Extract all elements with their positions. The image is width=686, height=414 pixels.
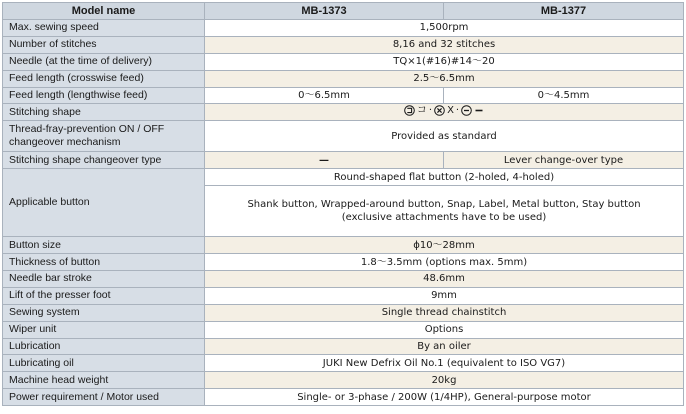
row-shape-changeover xyxy=(3,152,684,169)
spec-table-container xyxy=(2,2,683,406)
row-needle-bar xyxy=(3,271,684,288)
label-applicable-button: Applicable button xyxy=(3,169,205,237)
value-feed-length-b: 0～4.5mm xyxy=(444,87,684,104)
circled-line-icon xyxy=(461,105,472,116)
value-thread-fray: Provided as standard xyxy=(205,121,684,152)
label-needle: Needle (at the time of delivery) xyxy=(3,53,205,70)
row-power xyxy=(3,389,684,406)
value-feed-length-a: 0～6.5mm xyxy=(205,87,444,104)
label-thickness: Thickness of button xyxy=(3,254,205,271)
value-needle: TQ×1(#16)#14～20 xyxy=(205,53,684,70)
row-applicable-button-1 xyxy=(3,169,684,186)
value-max-speed: 1,500rpm xyxy=(205,20,684,37)
spec-table xyxy=(2,2,684,406)
value-applicable-button-2-line1: Shank button, Wrapped-around button, Snap, Label, Metal button, Stay button xyxy=(247,199,641,211)
row-feed-cross xyxy=(3,70,684,87)
label-num-stitches: Number of stitches xyxy=(3,36,205,53)
value-shape-changeover-a: — xyxy=(205,152,444,169)
label-feed-length: Feed length (lengthwise feed) xyxy=(3,87,205,104)
label-feed-cross: Feed length (crosswise feed) xyxy=(3,70,205,87)
row-button-size xyxy=(3,237,684,254)
row-stitching-shape xyxy=(3,104,684,121)
value-needle-bar: 48.6mm xyxy=(205,271,684,288)
value-lub-oil: JUKI New Defrix Oil No.1 (equivalent to ISO VG7) xyxy=(205,355,684,372)
label-stitching-shape: Stitching shape xyxy=(3,104,205,121)
value-stitching-shape xyxy=(205,104,684,121)
label-presser-lift: Lift of the presser foot xyxy=(3,287,205,304)
label-shape-changeover: Stitching shape changeover type xyxy=(3,152,205,169)
row-lubrication xyxy=(3,338,684,355)
label-lub-oil: Lubricating oil xyxy=(3,355,205,372)
label-wiper: Wiper unit xyxy=(3,321,205,338)
label-lubrication: Lubrication xyxy=(3,338,205,355)
label-head-weight: Machine head weight xyxy=(3,372,205,389)
row-wiper xyxy=(3,321,684,338)
value-wiper: Options xyxy=(205,321,684,338)
dot-separator-2: · xyxy=(455,105,460,117)
value-feed-cross: 2.5～6.5mm xyxy=(205,70,684,87)
row-num-stitches xyxy=(3,36,684,53)
stitching-shape-icons xyxy=(404,104,484,117)
value-power: Single- or 3-phase / 200W (1/4HP), General-purpose motor xyxy=(205,389,684,406)
header-model-a: MB-1373 xyxy=(205,3,444,20)
row-feed-length xyxy=(3,87,684,104)
value-button-size: ϕ10～28mm xyxy=(205,237,684,254)
dot-separator: · xyxy=(428,105,433,117)
row-presser-lift xyxy=(3,287,684,304)
row-sewing-system xyxy=(3,304,684,321)
label-thread-fray-line2: changeover mechanism xyxy=(9,136,121,149)
value-presser-lift: 9mm xyxy=(205,287,684,304)
label-button-size: Button size xyxy=(3,237,205,254)
header-model-name: Model name xyxy=(3,3,205,20)
label-thread-fray xyxy=(3,121,205,152)
value-thickness: 1.8～3.5mm (options max. 5mm) xyxy=(205,254,684,271)
value-applicable-button-2-line2: (exclusive attachments have to be used) xyxy=(341,212,547,224)
row-thread-fray xyxy=(3,121,684,152)
value-lubrication: By an oiler xyxy=(205,338,684,355)
label-thread-fray-line1: Thread-fray-prevention ON / OFF xyxy=(9,123,165,136)
value-sewing-system: Single thread chainstitch xyxy=(205,304,684,321)
circled-x-icon xyxy=(434,105,445,116)
value-applicable-button-2 xyxy=(205,186,684,237)
row-max-speed xyxy=(3,20,684,37)
value-shape-changeover-b: Lever change-over type xyxy=(444,152,684,169)
header-model-b: MB-1377 xyxy=(444,3,684,20)
line-shape-icon xyxy=(474,105,484,116)
label-needle-bar: Needle bar stroke xyxy=(3,271,205,288)
circled-bracket-icon xyxy=(404,105,415,116)
row-lub-oil xyxy=(3,355,684,372)
value-applicable-button-1: Round-shaped flat button (2-holed, 4-holed) xyxy=(205,169,684,186)
label-max-speed: Max. sewing speed xyxy=(3,20,205,37)
x-shape-label: X xyxy=(447,105,454,117)
label-power: Power requirement / Motor used xyxy=(3,389,205,406)
bracket-shape-label: コ xyxy=(416,105,427,117)
row-head-weight xyxy=(3,372,684,389)
value-num-stitches: 8,16 and 32 stitches xyxy=(205,36,684,53)
row-thickness xyxy=(3,254,684,271)
value-head-weight: 20kg xyxy=(205,372,684,389)
row-needle xyxy=(3,53,684,70)
header-row xyxy=(3,3,684,20)
label-sewing-system: Sewing system xyxy=(3,304,205,321)
